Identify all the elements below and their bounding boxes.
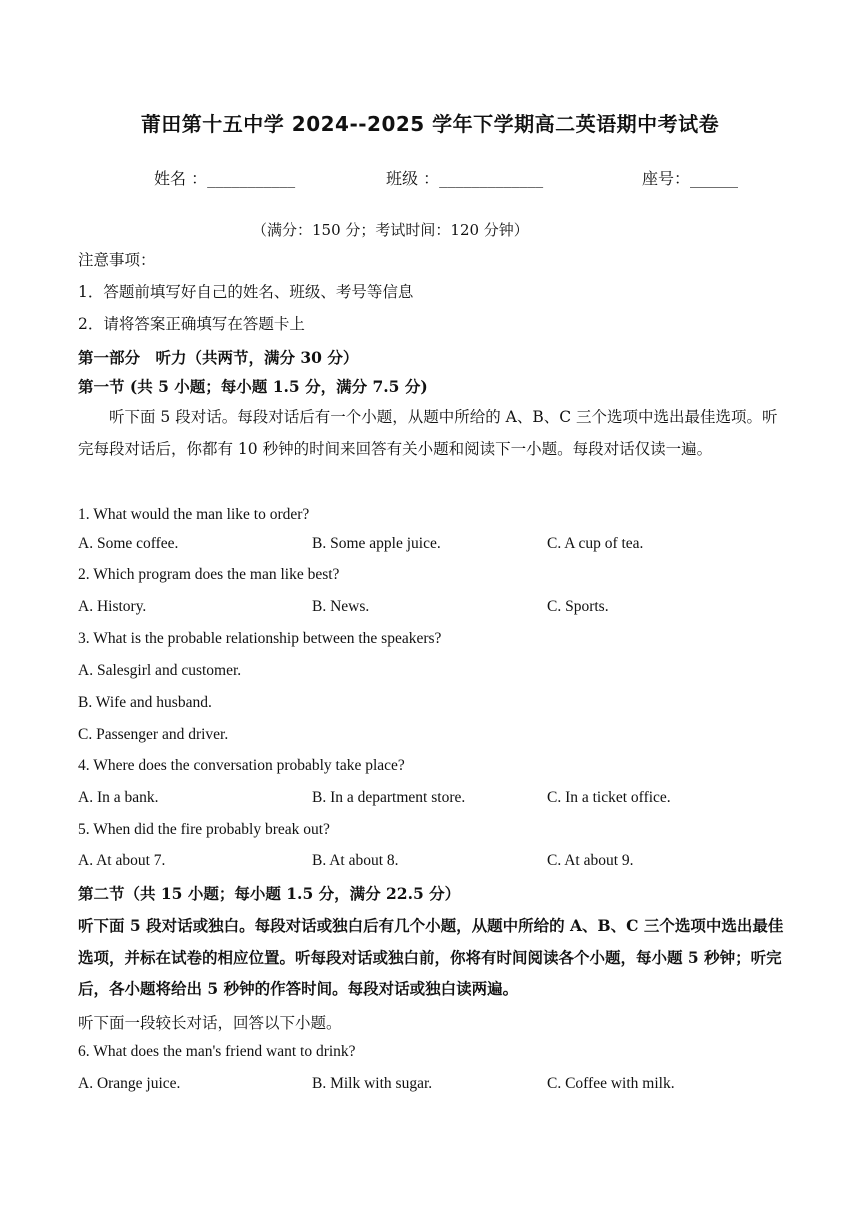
question: 6. What does the man's friend want to drink?	[78, 1043, 356, 1060]
notice-item: 1．答题前填写好自己的姓名、班级、考号等信息	[78, 283, 414, 301]
option-b: B. At about 8.	[312, 852, 399, 869]
student-info-row	[0, 166, 860, 190]
option-a: A. Some coffee.	[78, 535, 179, 552]
option-a: A. Orange juice.	[78, 1075, 181, 1092]
section2-instructions: 听下面 5 段对话或独白。每段对话或独白后有几个小题，从题中所给的 A、B、C 三个选项中选出最佳选项，并标在试卷的相应位置。听每段对话或独白前，你将有时间阅读各个小题，每小题 5 秒钟；听完后，各小题将给出 5 秒钟的作答时间。每段对话或独白读两遍。	[78, 916, 784, 998]
option-a: A. At about 7.	[78, 852, 166, 869]
score-time-line: （满分：150 分；考试时间：120 分钟）	[252, 221, 529, 239]
option-c: C. In a ticket office.	[547, 789, 671, 806]
exam-title: 莆田第十五中学 2024--2025 学年下学期高二英语期中考试卷	[140, 112, 720, 136]
class-field: 班级 ：_____________	[386, 169, 544, 188]
option-c: C. Coffee with milk.	[547, 1075, 675, 1092]
part1-heading: 第一部分 听力（共两节，满分 30 分）	[78, 348, 359, 367]
section2-subinstruction: 听下面一段较长对话，回答以下小题。	[78, 1014, 342, 1032]
section1-instructions: 听下面 5 段对话。每段对话后有一个小题，从题中所给的 A、B、C 三个选项中选出最佳选项。听完每段对话后，你都有 10 秒钟的时间来回答有关小题和阅读下一小题。每段对话仅读一遍。	[78, 408, 778, 458]
option-a: A. History.	[78, 598, 147, 615]
notice-item: 2．请将答案正确填写在答题卡上	[78, 315, 305, 333]
question: 5. When did the fire probably break out?	[78, 821, 330, 838]
question: 4. Where does the conversation probably take place?	[78, 757, 405, 774]
question: 2. Which program does the man like best?	[78, 566, 340, 583]
option-b: B. In a department store.	[312, 789, 466, 806]
notice-heading: 注意事项：	[78, 251, 156, 269]
option-a: A. Salesgirl and customer.	[78, 662, 242, 679]
section1-heading: 第一节 (共 5 小题；每小题 1.5 分，满分 7.5 分)	[78, 377, 428, 396]
option-c: C. Sports.	[547, 598, 609, 615]
section2-heading: 第二节（共 15 小题；每小题 1.5 分，满分 22.5 分）	[78, 884, 461, 903]
question: 1. What would the man like to order?	[78, 506, 310, 523]
option-b: B. Wife and husband.	[78, 694, 212, 711]
option-b: B. Milk with sugar.	[312, 1075, 433, 1092]
option-c: C. A cup of tea.	[547, 535, 644, 552]
seat-field: 座号：______	[642, 169, 739, 188]
name-field: 姓名 ：___________	[154, 169, 296, 188]
option-a: A. In a bank.	[78, 789, 159, 806]
option-c: C. At about 9.	[547, 852, 634, 869]
option-b: B. Some apple juice.	[312, 535, 441, 552]
option-c: C. Passenger and driver.	[78, 726, 229, 743]
option-b: B. News.	[312, 598, 370, 615]
question: 3. What is the probable relationship between the speakers?	[78, 630, 442, 647]
